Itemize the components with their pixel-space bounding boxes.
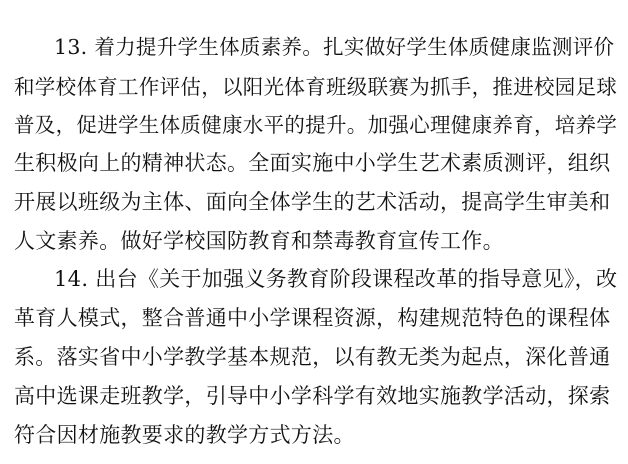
paragraph-13-line-6: 人文素养。做好学校国防教育和禁毒教育宣传工作。 <box>14 229 504 253</box>
paragraph-14-line-4: 高中选课走班教学，引导中小学科学有效地实施教学活动，探索 <box>14 384 611 408</box>
paragraph-14-line-1: 14. 出台《关于加强义务教育阶段课程改革的指导意见》，改 <box>54 267 618 291</box>
paragraph-14-line-2: 革育人模式，整合普通中小学课程资源，构建规范特色的课程体 <box>14 306 611 330</box>
paragraph-13-line-5: 开展以班级为主体、面向全体学生的艺术活动，提高学生审美和 <box>14 190 611 214</box>
paragraph-14-line-3: 系。落实省中小学教学基本规范，以有教无类为起点，深化普通 <box>14 345 611 369</box>
paragraph-13-line-1: 13. 着力提升学生体质素养。扎实做好学生体质健康监测评价 <box>54 35 615 59</box>
paragraph-13-line-4: 生积极向上的精神状态。全面实施中小学生艺术素质测评，组织 <box>14 151 611 175</box>
paragraph-13-line-3: 普及，促进学生体质健康水平的提升。加强心理健康养育，培养学 <box>14 113 618 137</box>
paragraph-13-line-2: 和学校体育工作评估，以阳光体育班级联赛为抓手，推进校园足球 <box>14 75 618 99</box>
paragraph-14-line-5: 符合因材施教要求的教学方式方法。 <box>14 423 355 447</box>
